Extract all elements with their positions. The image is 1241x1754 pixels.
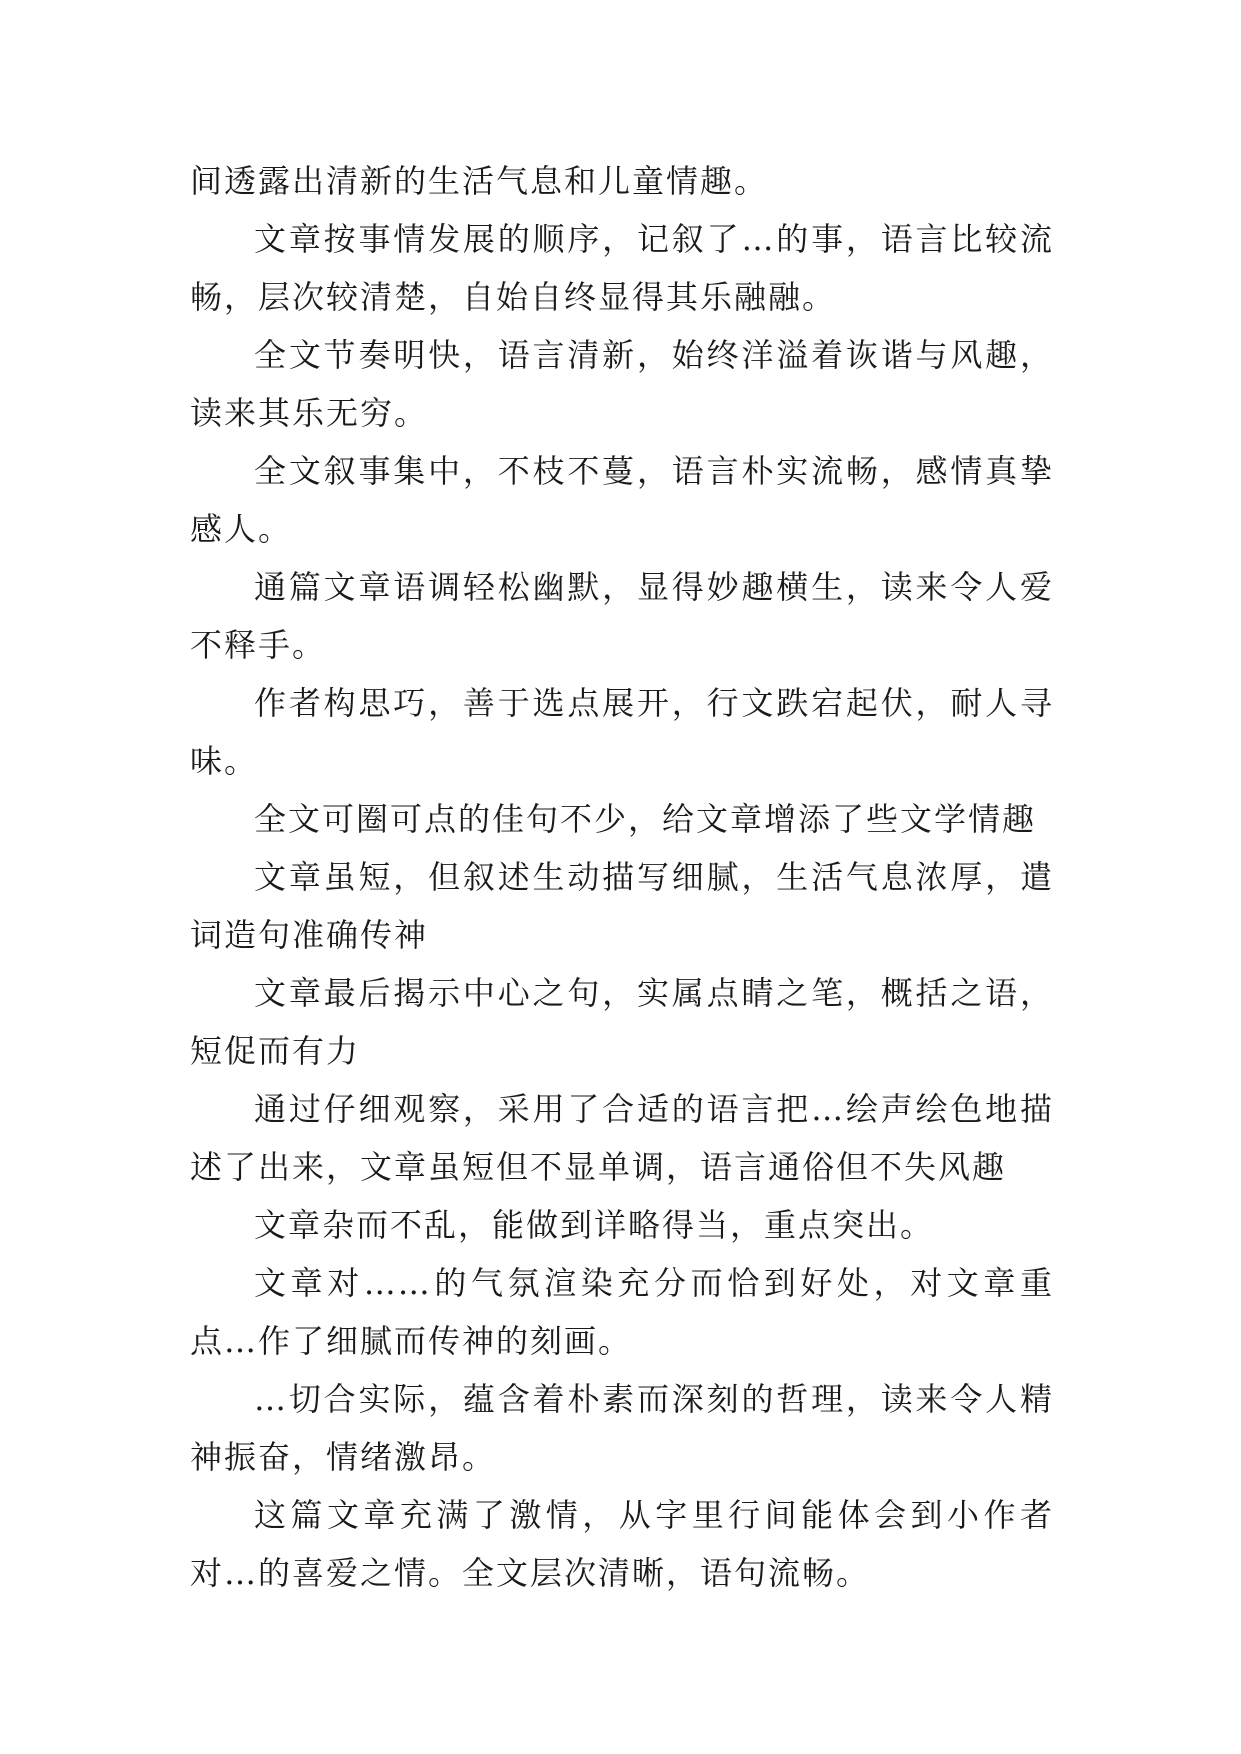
paragraph-12: 文章对……的气氛渲染充分而恰到好处，对文章重点…作了细腻而传神的刻画。 xyxy=(190,1264,1054,1360)
paragraph-10: 通过仔细观察，采用了合适的语言把…绘声绘色地描述了出来，文章虽短但不显单调，语言通俗但不失风趣 xyxy=(190,1090,1054,1186)
paragraph-8: 文章虽短，但叙述生动描写细腻，生活气息浓厚，遣词造句准确传神 xyxy=(190,858,1054,954)
paragraph-5: 通篇文章语调轻松幽默，显得妙趣横生，读来令人爱不释手。 xyxy=(190,568,1054,664)
paragraph-4: 全文叙事集中，不枝不蔓，语言朴实流畅，感情真挚感人。 xyxy=(190,452,1054,548)
paragraph-7: 全文可圈可点的佳句不少，给文章增添了些文学情趣 xyxy=(254,800,1037,838)
paragraph-3: 全文节奏明快，语言清新，始终洋溢着诙谐与风趣，读来其乐无穷。 xyxy=(190,336,1054,432)
paragraph-6: 作者构思巧，善于选点展开，行文跌宕起伏，耐人寻味。 xyxy=(190,684,1054,780)
paragraph-1: 间透露出清新的生活气息和儿童情趣。 xyxy=(190,162,769,200)
paragraph-11: 文章杂而不乱，能做到详略得当，重点突出。 xyxy=(254,1206,935,1244)
paragraph-2: 文章按事情发展的顺序，记叙了…的事，语言比较流畅，层次较清楚，自始自终显得其乐融融。 xyxy=(190,220,1054,316)
paragraph-13: …切合实际，蕴含着朴素而深刻的哲理，读来令人精神振奋，情绪激昂。 xyxy=(190,1380,1054,1476)
paragraph-14: 这篇文章充满了激情，从字里行间能体会到小作者对…的喜爱之情。全文层次清晰，语句流畅。 xyxy=(190,1496,1054,1592)
document-page xyxy=(190,152,1054,1602)
paragraph-9: 文章最后揭示中心之句，实属点睛之笔，概括之语，短促而有力 xyxy=(190,974,1054,1070)
